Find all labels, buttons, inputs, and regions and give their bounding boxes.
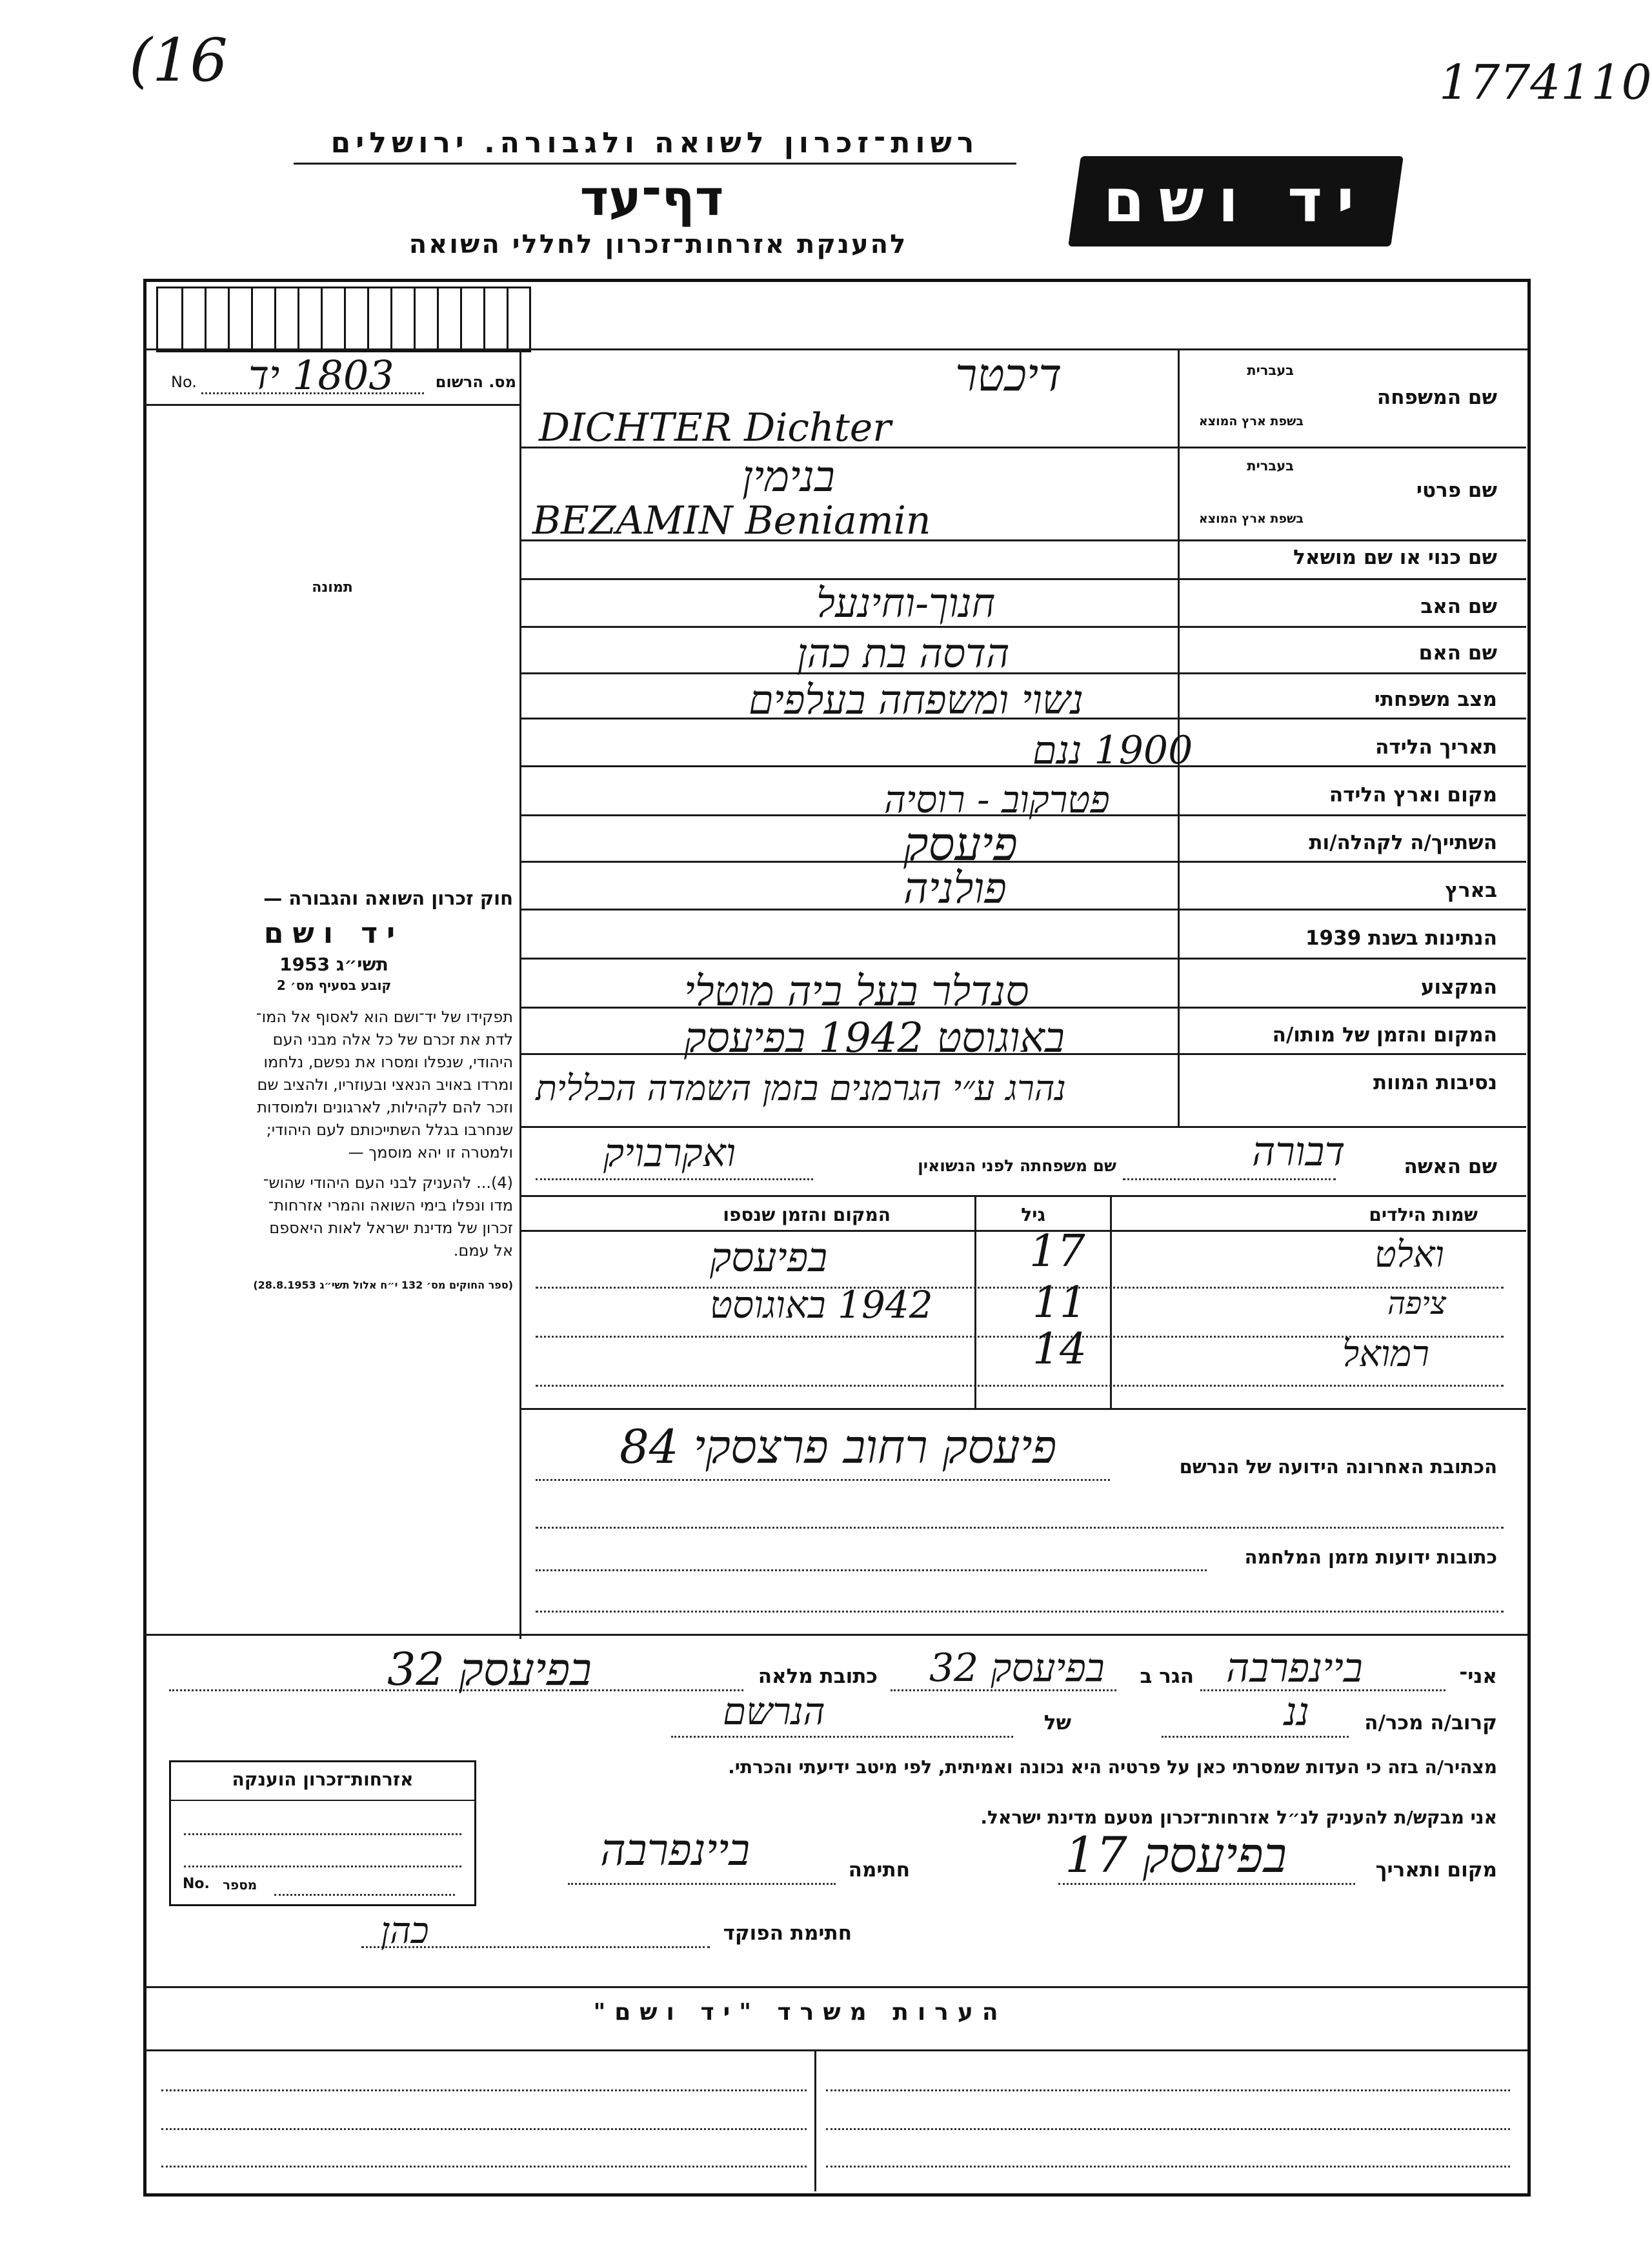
law-line: ומרדו באויב הנאצי ובעוזריו, ולהציב שם (257, 1076, 513, 1094)
first-origin-label: בשפת ארץ המוצא (1198, 512, 1304, 526)
registration-label: מס. הרשום (435, 373, 516, 391)
maiden-name-line (536, 1178, 813, 1180)
row-line (519, 1126, 1526, 1128)
left-column-divider (519, 348, 521, 1639)
remarks-dots (826, 2128, 1510, 2130)
law-year: תשי״ג 1953 (279, 954, 388, 975)
war-addresses-line-2 (536, 1611, 1504, 1613)
law-line: היהודי, שנפלו ומסרו את נפשם, נלחמו (263, 1053, 513, 1071)
children-col-divider (974, 1195, 976, 1408)
row-line (519, 626, 1526, 628)
office-remarks-title: הערות משרד "יד ושם" (593, 1999, 1007, 2026)
declarant-signature: ביינפרבה (600, 1825, 750, 1876)
full-address-label: כתובת מלאה (758, 1665, 878, 1688)
death-place-time-label: המקום והזמן של מותו/ה (1272, 1023, 1497, 1047)
death-place-time: באוגוסט 1942 בפיעסק (684, 1014, 1065, 1062)
family-name-origin: DICHTER Dichter (539, 405, 891, 450)
row-line (519, 1408, 1526, 1410)
family-in-hebrew-label: בעברית (1247, 363, 1294, 378)
wife-name: דבורה (1252, 1128, 1345, 1175)
citizenship-box-title: אזרחות־זכרון הוענקה (232, 1769, 414, 1790)
row-line (519, 861, 1526, 863)
citizenship-number-line (274, 1894, 455, 1896)
signature-line (568, 1883, 836, 1885)
family-origin-label: בשפת ארץ המוצא (1198, 414, 1304, 428)
child-place-time: 1942 באוגוסט (710, 1283, 933, 1327)
children-names-header: שמות הילדים (1369, 1204, 1478, 1225)
birth-place-label: מקום וארץ הלידה (1329, 783, 1497, 807)
last-address: פיעסק רחוב פרצסקי 84 (620, 1420, 1057, 1474)
row-line (519, 909, 1526, 910)
children-header-line (519, 1230, 1526, 1232)
of-line (671, 1736, 1013, 1738)
children-row-line (536, 1287, 1504, 1289)
marital-status-label: מצב משפחתי (1374, 688, 1497, 711)
law-line: זכרון של מדינת ישראל לאות היאספם (269, 1219, 513, 1237)
law-line: וזכר להם לקהילות, לארגונים ולמוסדות (257, 1098, 513, 1116)
officer-signature: כהן (381, 1910, 429, 1952)
remarks-dots (161, 2128, 807, 2130)
family-name-hebrew: דיכטר (955, 348, 1062, 401)
age-header: גיל (1021, 1204, 1045, 1225)
address-extra-line (536, 1527, 1504, 1529)
birth-date: 1900 ננם (1032, 728, 1193, 773)
citizenship-box-dots (184, 1866, 461, 1867)
photo-label: תמונה (312, 579, 353, 596)
law-box (155, 887, 513, 1291)
first-in-hebrew-label: בעברית (1247, 458, 1294, 474)
marital-status: נשוי ומשפחה בעלפים (749, 676, 1084, 723)
wife-name-line (1123, 1178, 1336, 1180)
resides-value: בפיעסק 32 (929, 1645, 1105, 1691)
relation-value: ננ (1284, 1689, 1310, 1735)
citizenship-box (169, 1760, 476, 1906)
section-divider (143, 1986, 1527, 1988)
law-name: יד ושם (263, 917, 405, 950)
child-name: רמואל (1342, 1333, 1429, 1375)
child-name: ואלט (1375, 1234, 1444, 1276)
law-title: חוק זכרון השואה והגבורה — (263, 887, 513, 909)
death-circumstances: נהרג ע״י הגרמנים בזמן השמדה הכללית (536, 1068, 1066, 1109)
officer-signature-label: חתימת הפוקד (723, 1922, 852, 1945)
of-value: הנרשם (723, 1689, 825, 1733)
code-grid (156, 287, 531, 352)
place-date-value: בפיעסק 17 (1065, 1826, 1287, 1884)
community-label: השתייך/ה לקהלה/ות (1309, 831, 1497, 854)
child-name: ציפה (1387, 1285, 1447, 1322)
first-name-hebrew: בנימין (742, 452, 835, 501)
country: פולניה (903, 863, 1007, 913)
yad-vashem-logo (1068, 156, 1404, 246)
form-title: דף־עד (579, 169, 724, 226)
war-addresses-line (536, 1569, 1207, 1571)
request-line: אני מבקש/ת להעניק לנ״ל אזרחות־זכרון מטעם מדינת ישראל. (980, 1807, 1497, 1828)
children-col-divider (1110, 1195, 1112, 1408)
form-subtitle: להענקת אזרחות־זכרון לחללי השואה (408, 230, 908, 259)
law-line: תפקידו של יד־ושם הוא לאסוף אל המו־ (256, 1008, 513, 1026)
death-circumstances-label: נסיבות המוות (1373, 1071, 1497, 1094)
law-paragraph-1 (155, 1006, 513, 1164)
citizenship-number-label: מספר (223, 1877, 257, 1893)
remarks-dots (161, 2089, 807, 2091)
community: פיעסק (903, 817, 1018, 871)
nickname-label: שם כנוי או שם מושאל (1293, 546, 1497, 569)
remarks-line (143, 2049, 1527, 2051)
law-line: לדת את זכרם של כל אלה מבני העם (272, 1031, 513, 1049)
remarks-dots (826, 2166, 1510, 2167)
row-line (519, 958, 1526, 960)
declarant-name: ביינפרבה (1226, 1644, 1363, 1691)
birth-place: פטרקוב - רוסיה (884, 778, 1110, 821)
law-line: שנחרבו בגלל השתייכותם לעם היהודי; (266, 1121, 513, 1139)
maiden-name-label: שם משפחתה לפני הנשואין (918, 1156, 1116, 1175)
last-address-label: הכתובת האחרונה הידועה של הנרשם (1179, 1456, 1497, 1478)
law-paragraph-2 (155, 1172, 513, 1262)
citizenship-box-line (171, 1800, 474, 1801)
declaration-line: מצהיר/ה בזה כי העדות שמסרתי כאן על פרטיה היא נכונה ואמיתית, לפי מיטב ידיעתי והכרתי. (728, 1756, 1497, 1778)
law-footnote: (ספר החוקים מס׳ 132 י״ח אלול תשי״ג 28.8.1953) (253, 1279, 513, 1291)
child-age: 11 (1032, 1278, 1087, 1327)
citizenship-no-label: No. (183, 1876, 210, 1892)
law-line: אל עמם. (453, 1242, 513, 1260)
wife-maiden-name: ואקרבויק (603, 1131, 736, 1176)
wife-name-label: שם האשה (1404, 1155, 1497, 1178)
registration-no-label: No. (171, 373, 197, 391)
registration-number: 1803 יד (248, 352, 394, 399)
row-line (519, 765, 1526, 767)
country-label: בארץ (1445, 879, 1497, 902)
first-name-origin: BEZAMIN Beniamin (532, 498, 931, 543)
mother-name-label: שם האם (1418, 641, 1497, 665)
margin-note-left: (16 (129, 26, 228, 95)
row-line (519, 578, 1526, 580)
signature-label: חתימה (848, 1858, 910, 1882)
profession: סנדלר בעל ביה מוטלי (684, 968, 1029, 1016)
section-divider (143, 1634, 1527, 1636)
top-separator (143, 348, 1527, 350)
relation-label: קרוב/ה מכר/ה (1364, 1711, 1497, 1735)
first-name-label: שם פרטי (1416, 479, 1497, 502)
children-row-line (536, 1385, 1504, 1387)
margin-note-right: 1774110 (1439, 55, 1652, 110)
of-label: של (1043, 1711, 1071, 1735)
remarks-divider (814, 2049, 816, 2191)
law-clause: קובע בסעיף מס׳ 2 (276, 978, 392, 993)
full-address-value: בפיעסק 32 (387, 1643, 592, 1696)
war-addresses-label: כתובות ידועות מזמן המלחמה (1244, 1546, 1497, 1568)
citizenship-1939-label: הנתינות בשנת 1939 (1305, 927, 1497, 950)
place-date-label: מקום ותאריך (1375, 1858, 1497, 1882)
registration-separator (143, 404, 521, 406)
last-address-line (536, 1479, 1110, 1481)
remarks-dots (161, 2166, 807, 2167)
row-line (519, 1195, 1526, 1197)
relation-line (1162, 1736, 1349, 1738)
header-authority-line: רשות־זכרון לשואה ולגבורה. ירושלים (330, 126, 980, 159)
header-underline (294, 163, 1016, 165)
logo-text: יד ושם (1103, 166, 1369, 236)
child-age: 14 (1032, 1324, 1087, 1374)
law-line: (4)... להעניק לבני העם היהודי שהוש־ (263, 1174, 513, 1192)
father-name: חנוך-וחינעל (816, 579, 996, 627)
children-place-time-header: המקום והזמן שנספו (723, 1204, 891, 1225)
profession-label: המקצוע (1420, 976, 1497, 999)
remarks-dots (826, 2089, 1510, 2091)
law-line: ולמטרה זו יהא מוסמך — (348, 1143, 513, 1162)
child-age: 17 (1029, 1226, 1085, 1277)
father-name-label: שם האב (1420, 595, 1497, 618)
birth-date-label: תאריך הלידה (1375, 736, 1497, 759)
family-name-label: שם המשפחה (1376, 386, 1497, 409)
child-place-time: בפיעסק (710, 1234, 828, 1281)
declarant-i-label: אני־ (1459, 1665, 1497, 1688)
row-line (519, 672, 1526, 674)
citizenship-box-dots (184, 1833, 461, 1835)
law-line: מדו ונפלו בימי השואה והמרי אזרחות־ (268, 1196, 513, 1214)
mother-name: הדסה בת כהן (797, 630, 1010, 677)
resides-label: הגר ב (1140, 1665, 1194, 1688)
